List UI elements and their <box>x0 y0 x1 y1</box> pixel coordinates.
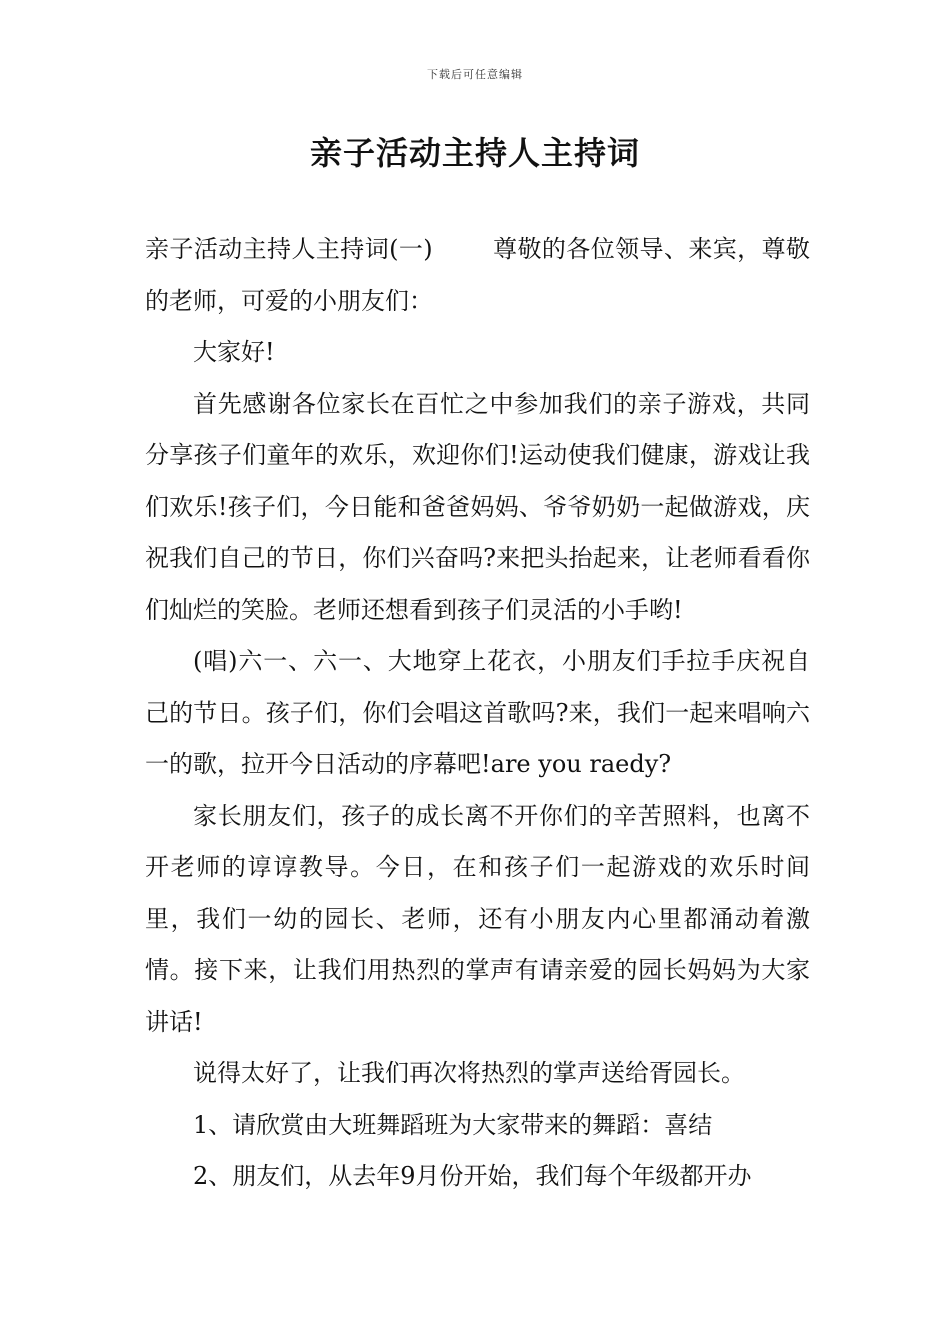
header-note: 下载后可任意编辑 <box>427 68 523 81</box>
paragraph-item-1: 1、请欣赏由大班舞蹈班为大家带来的舞蹈：喜结 <box>193 1110 713 1139</box>
opening-paragraph <box>145 224 810 327</box>
section-heading: 亲子活动主持人主持词(一) <box>145 235 433 263</box>
paragraph-greeting: 大家好! <box>193 338 275 366</box>
paragraph-welcome: 首先感谢各位家长在百忙之中参加我们的亲子游戏，共同分享孩子们童年的欢乐，欢迎你们!运动使我们健康，游戏让我们欢乐!孩子们，今日能和爸爸妈妈、爷爷奶奶一起做游戏，庆祝我们自己的节日，你们兴奋吗?来把头抬起来，让老师看看你们灿烂的笑脸。老师还想看到孩子们灵活的小手哟! <box>145 389 810 624</box>
document-body <box>145 224 810 1203</box>
paragraph-song: (唱)六一、六一、大地穿上花衣，小朋友们手拉手庆祝自己的节日。孩子们，你们会唱这首歌吗?来，我们一起来唱响六一的歌，拉开今日活动的序幕吧!are you raedy? <box>145 647 810 778</box>
greeting-text: 尊敬的各位领导、来宾，尊敬的老师，可爱的小朋友们： <box>145 235 810 315</box>
paragraph-thanks: 说得太好了，让我们再次将热烈的掌声送给胥园长。 <box>193 1059 745 1087</box>
paragraph-item-2: 2、朋友们，从去年9月份开始，我们每个年级都开办 <box>193 1162 752 1190</box>
paragraph-parents: 家长朋友们，孩子的成长离不开你们的辛苦照料，也离不开老师的谆谆教导。今日，在和孩子们一起游戏的欢乐时间里，我们一幼的园长、老师，还有小朋友内心里都涌动着激情。接下来，让我们用热烈的掌声有请亲爱的园长妈妈为大家讲话! <box>145 801 810 1036</box>
document-title: 亲子活动主持人主持词 <box>309 134 640 172</box>
